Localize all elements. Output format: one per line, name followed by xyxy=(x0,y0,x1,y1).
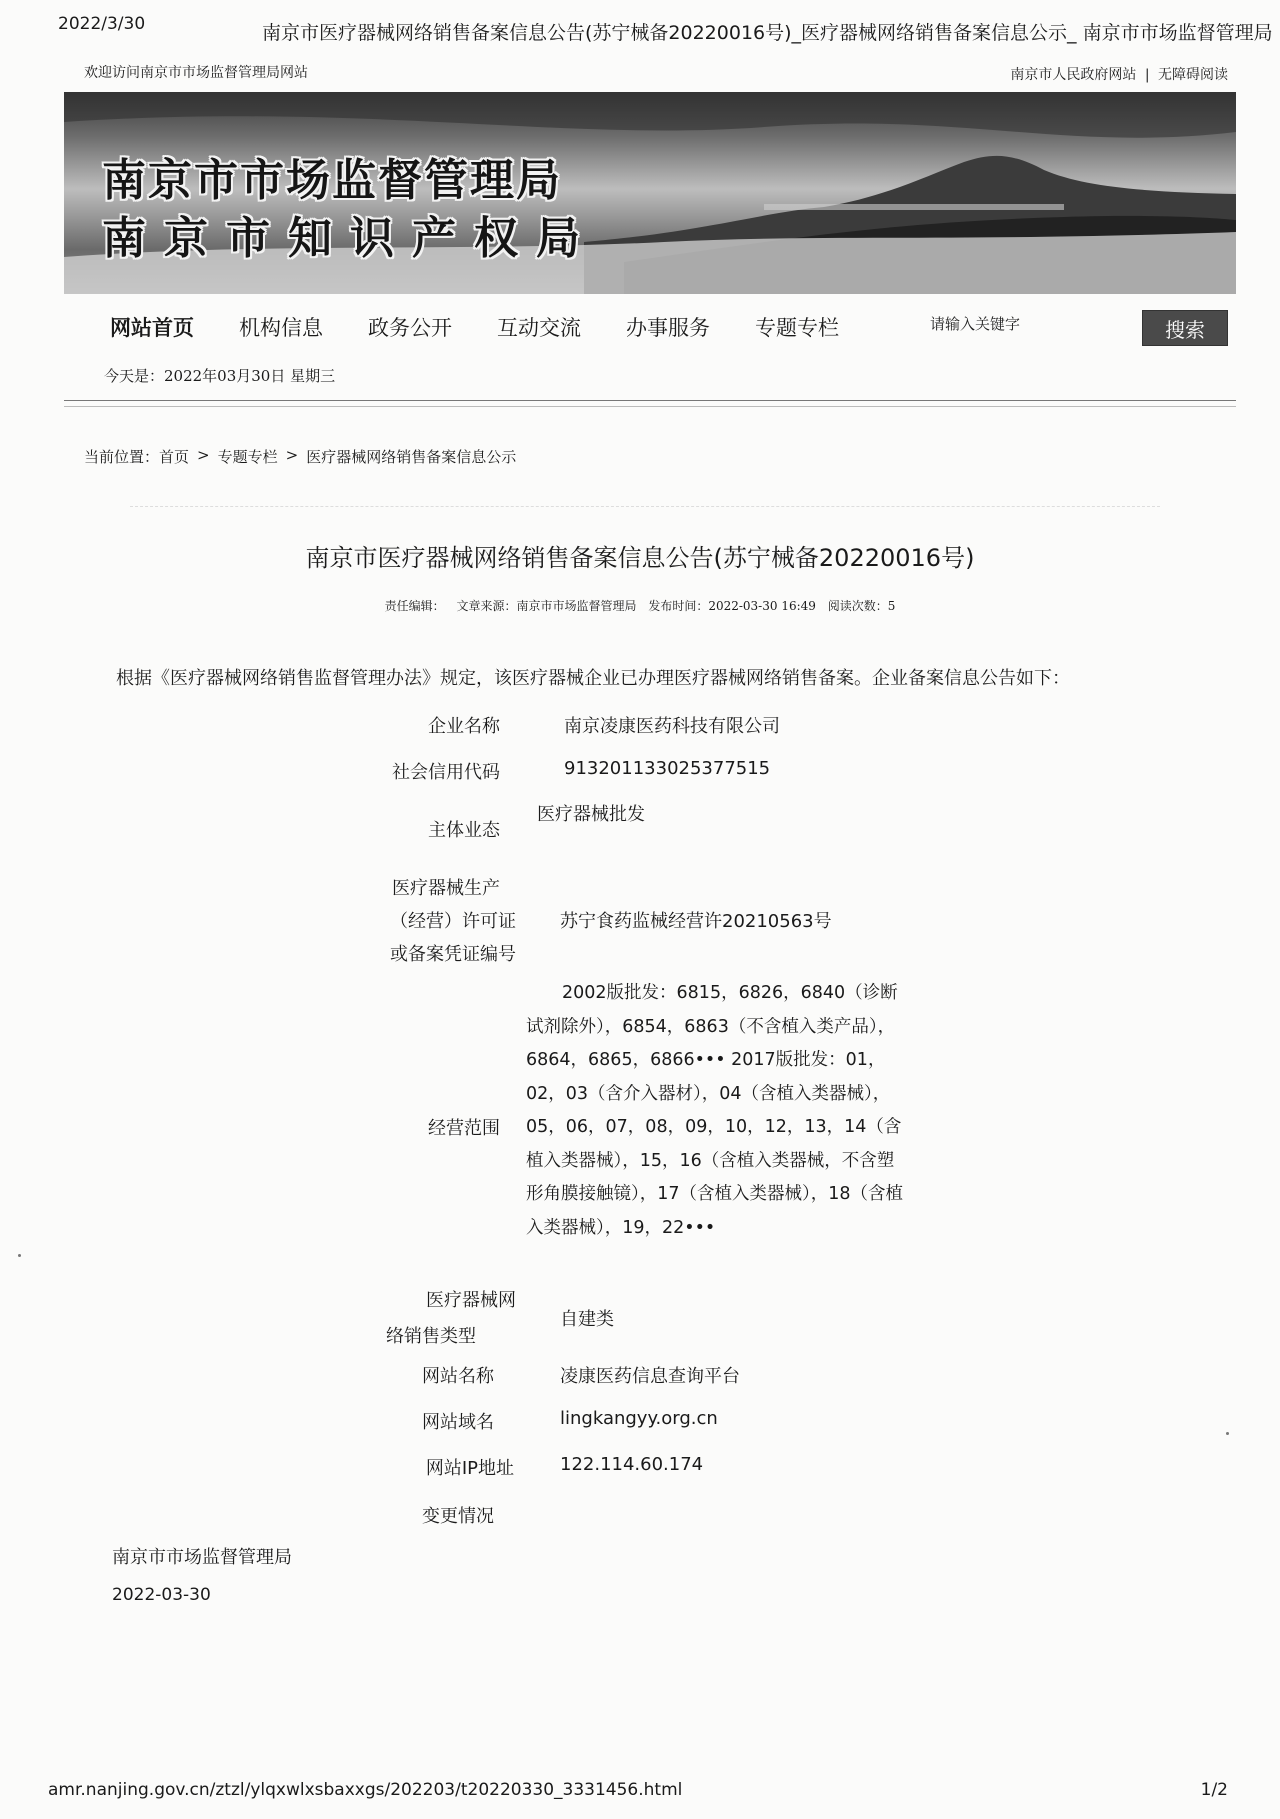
print-date: 2022/3/30 xyxy=(58,14,146,34)
label-license-line2: （经营）许可证 xyxy=(390,911,516,932)
value-website-domain: lingkangyy.org.cn xyxy=(560,1408,718,1429)
value-business-scope: 2002版批发：6815，6826，6840（诊断试剂除外），6854，6863（不含植入类产品），6864，6865，6866••• 2017版批发：01，02，03（含介入器材），04（含植入类器械），05，06，07，08，09，10，12，13，14（含植入类器械），15，16（含植入类器械，不含塑形角膜接触镜），17（含植入类器械），18（含植入类器械），19，22••• xyxy=(526,983,904,1238)
chevron-right-icon: > xyxy=(285,446,299,464)
divider xyxy=(130,506,1160,507)
search-button[interactable]: 搜索 xyxy=(1142,310,1228,346)
chevron-right-icon: > xyxy=(197,446,210,464)
issuing-authority: 南京市市场监督管理局 xyxy=(112,1547,292,1568)
label-website-name: 网站名称 xyxy=(422,1366,494,1387)
meta-source: 文章来源：南京市市场监督管理局 xyxy=(456,599,637,613)
banner-title-intellectual-property: 南京市知识产权局 xyxy=(102,213,598,264)
label-license-line3: 或备案凭证编号 xyxy=(390,944,516,965)
breadcrumb-current[interactable]: 医疗器械网络销售备案信息公示 xyxy=(306,448,517,466)
label-change-status: 变更情况 xyxy=(422,1506,494,1527)
value-credit-code: 913201133025377515 xyxy=(564,758,771,779)
main-nav xyxy=(110,312,884,342)
link-accessible-reading[interactable]: 无障碍阅读 xyxy=(1158,67,1228,83)
article-title: 南京市医疗器械网络销售备案信息公告(苏宁械备20220016号) xyxy=(305,544,975,572)
link-nanjing-government[interactable]: 南京市人民政府网站 xyxy=(1010,67,1137,83)
nav-item-government-affairs[interactable]: 政务公开 xyxy=(368,316,452,340)
breadcrumb-label: 当前位置： xyxy=(84,448,160,466)
label-website-domain: 网站域名 xyxy=(422,1412,494,1433)
nav-item-special-topics[interactable]: 专题专栏 xyxy=(755,316,839,340)
value-website-ip: 122.114.60.174 xyxy=(560,1454,704,1475)
label-company-name: 企业名称 xyxy=(428,716,500,737)
nav-item-interaction[interactable]: 互动交流 xyxy=(497,316,581,340)
meta-views: 阅读次数：5 xyxy=(827,599,896,613)
divider xyxy=(64,400,1236,401)
value-business-form: 医疗器械批发 xyxy=(537,804,645,825)
label-credit-code: 社会信用代码 xyxy=(392,762,500,783)
nav-item-services[interactable]: 办事服务 xyxy=(626,316,710,340)
scan-speck xyxy=(18,1254,21,1257)
page-url: amr.nanjing.gov.cn/ztzl/ylqxwlxsbaxxgs/202203/t20220330_3331456.html xyxy=(48,1780,683,1800)
breadcrumb xyxy=(84,446,516,467)
today-date: 今天是：2022年03月30日 星期三 xyxy=(104,367,336,385)
label-website-ip: 网站IP地址 xyxy=(425,1458,514,1479)
label-business-form: 主体业态 xyxy=(428,820,500,841)
divider xyxy=(64,406,1236,407)
nav-item-home[interactable]: 网站首页 xyxy=(110,316,194,340)
breadcrumb-special-topics[interactable]: 专题专栏 xyxy=(217,448,278,466)
breadcrumb-home[interactable]: 首页 xyxy=(159,448,190,466)
scan-speck xyxy=(1226,1432,1229,1435)
label-sales-type-line1: 医疗器械网 xyxy=(426,1290,516,1311)
nav-item-organization[interactable]: 机构信息 xyxy=(239,316,323,340)
article-intro: 根据《医疗器械网络销售监督管理办法》规定，该医疗器械企业已办理医疗器械网络销售备案。企业备案信息公告如下： xyxy=(116,668,1070,689)
value-sales-type: 自建类 xyxy=(560,1309,614,1330)
meta-editor: 责任编辑： xyxy=(384,599,445,613)
meta-time: 发布时间：2022-03-30 16:49 xyxy=(648,599,816,613)
top-links xyxy=(1010,64,1228,84)
print-page-title: 南京市医疗器械网络销售备案信息公告(苏宁械备20220016号)_医疗器械网络销售备案信息公示_ 南京市市场监督管理局 xyxy=(262,22,1273,44)
label-business-scope: 经营范围 xyxy=(428,1118,500,1139)
search-input[interactable] xyxy=(928,310,1132,338)
label-license-line1: 医疗器械生产 xyxy=(392,878,500,899)
value-website-name: 凌康医药信息查询平台 xyxy=(560,1366,740,1387)
banner-title-market-supervision: 南京市市场监督管理局 xyxy=(102,155,562,206)
value-license-number: 苏宁食药监械经营许20210563号 xyxy=(560,911,832,932)
link-separator: | xyxy=(1144,67,1150,83)
value-company-name: 南京凌康医药科技有限公司 xyxy=(564,716,780,737)
article-meta xyxy=(0,597,1280,614)
site-banner xyxy=(64,92,1236,294)
issue-date: 2022-03-30 xyxy=(112,1585,211,1605)
welcome-text: 欢迎访问南京市市场监督管理局网站 xyxy=(84,65,308,81)
page-number: 1/2 xyxy=(1200,1780,1228,1800)
label-sales-type-line2: 络销售类型 xyxy=(386,1326,476,1347)
